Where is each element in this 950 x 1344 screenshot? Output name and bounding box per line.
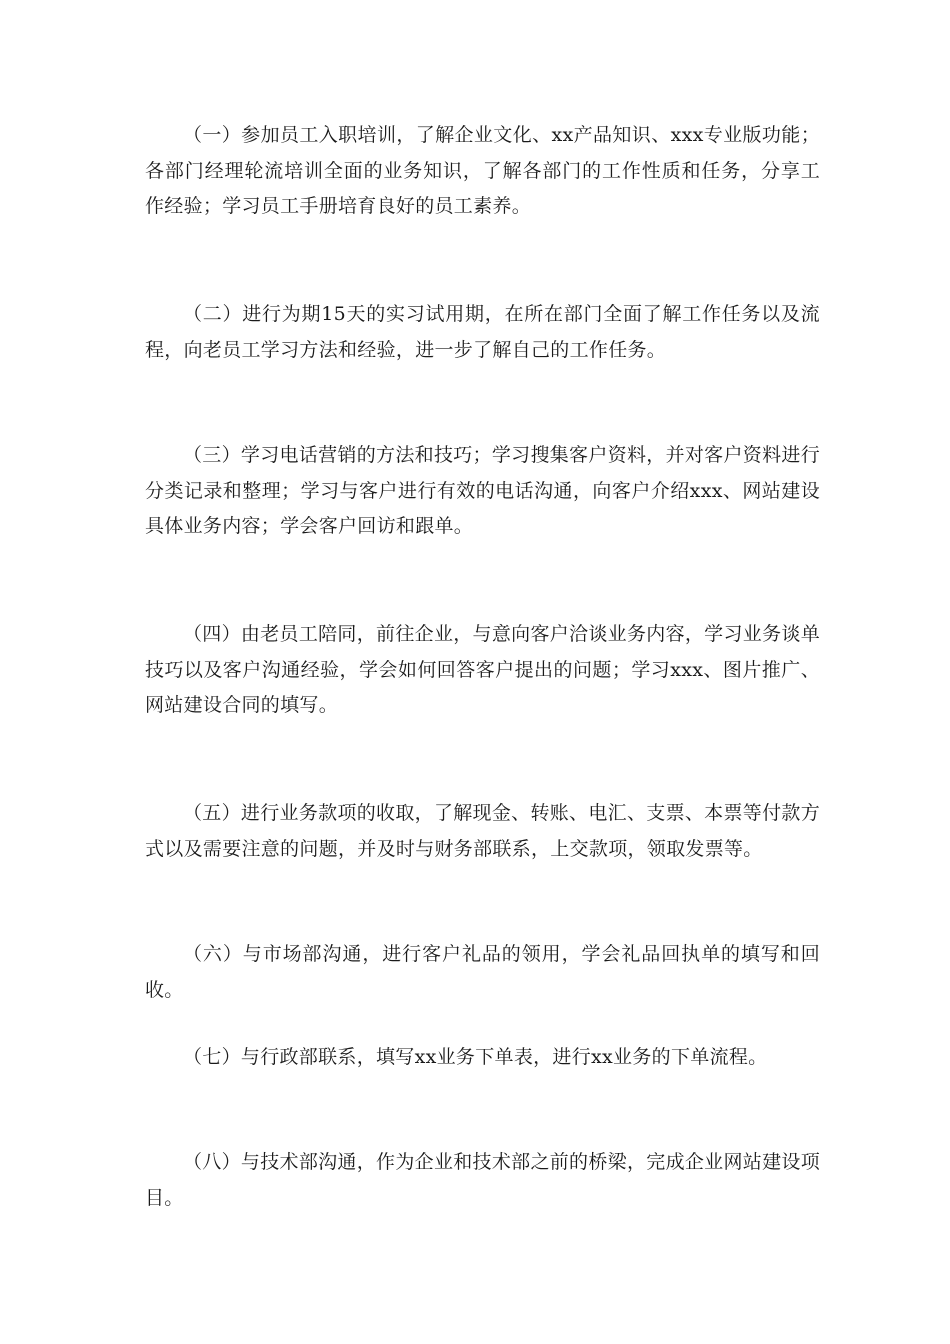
- paragraph-4: （四）由老员工陪同，前往企业，与意向客户洽谈业务内容，学习业务谈单技巧以及客户沟通经验，学会如何回答客户提出的问题；学习xxx、图片推广、网站建设合同的填写。: [145, 623, 820, 716]
- paragraph-2: （二）进行为期15天的实习试用期，在所在部门全面了解工作任务以及流程，向老员工学习方法和经验，进一步了解自己的工作任务。: [145, 303, 820, 361]
- paragraph-7: （七）与行政部联系，填写xx业务下单表，进行xx业务的下单流程。: [183, 1046, 768, 1068]
- paragraph-3: （三）学习电话营销的方法和技巧；学习搜集客户资料，并对客户资料进行分类记录和整理；学习与客户进行有效的电话沟通，向客户介绍xxx、网站建设具体业务内容；学会客户回访和跟单。: [145, 444, 820, 537]
- paragraph-1: （一）参加员工入职培训，了解企业文化、xx产品知识、xxx专业版功能；各部门经理轮流培训全面的业务知识，了解各部门的工作性质和任务，分享工作经验；学习员工手册培育良好的员工素养。: [145, 124, 820, 217]
- paragraph-5: （五）进行业务款项的收取，了解现金、转账、电汇、支票、本票等付款方式以及需要注意的问题，并及时与财务部联系，上交款项，领取发票等。: [145, 802, 820, 860]
- paragraph-6: （六）与市场部沟通，进行客户礼品的领用，学会礼品回执单的填写和回收。: [145, 943, 820, 1001]
- paragraph-8: （八）与技术部沟通，作为企业和技术部之前的桥梁，完成企业网站建设项目。: [145, 1151, 820, 1209]
